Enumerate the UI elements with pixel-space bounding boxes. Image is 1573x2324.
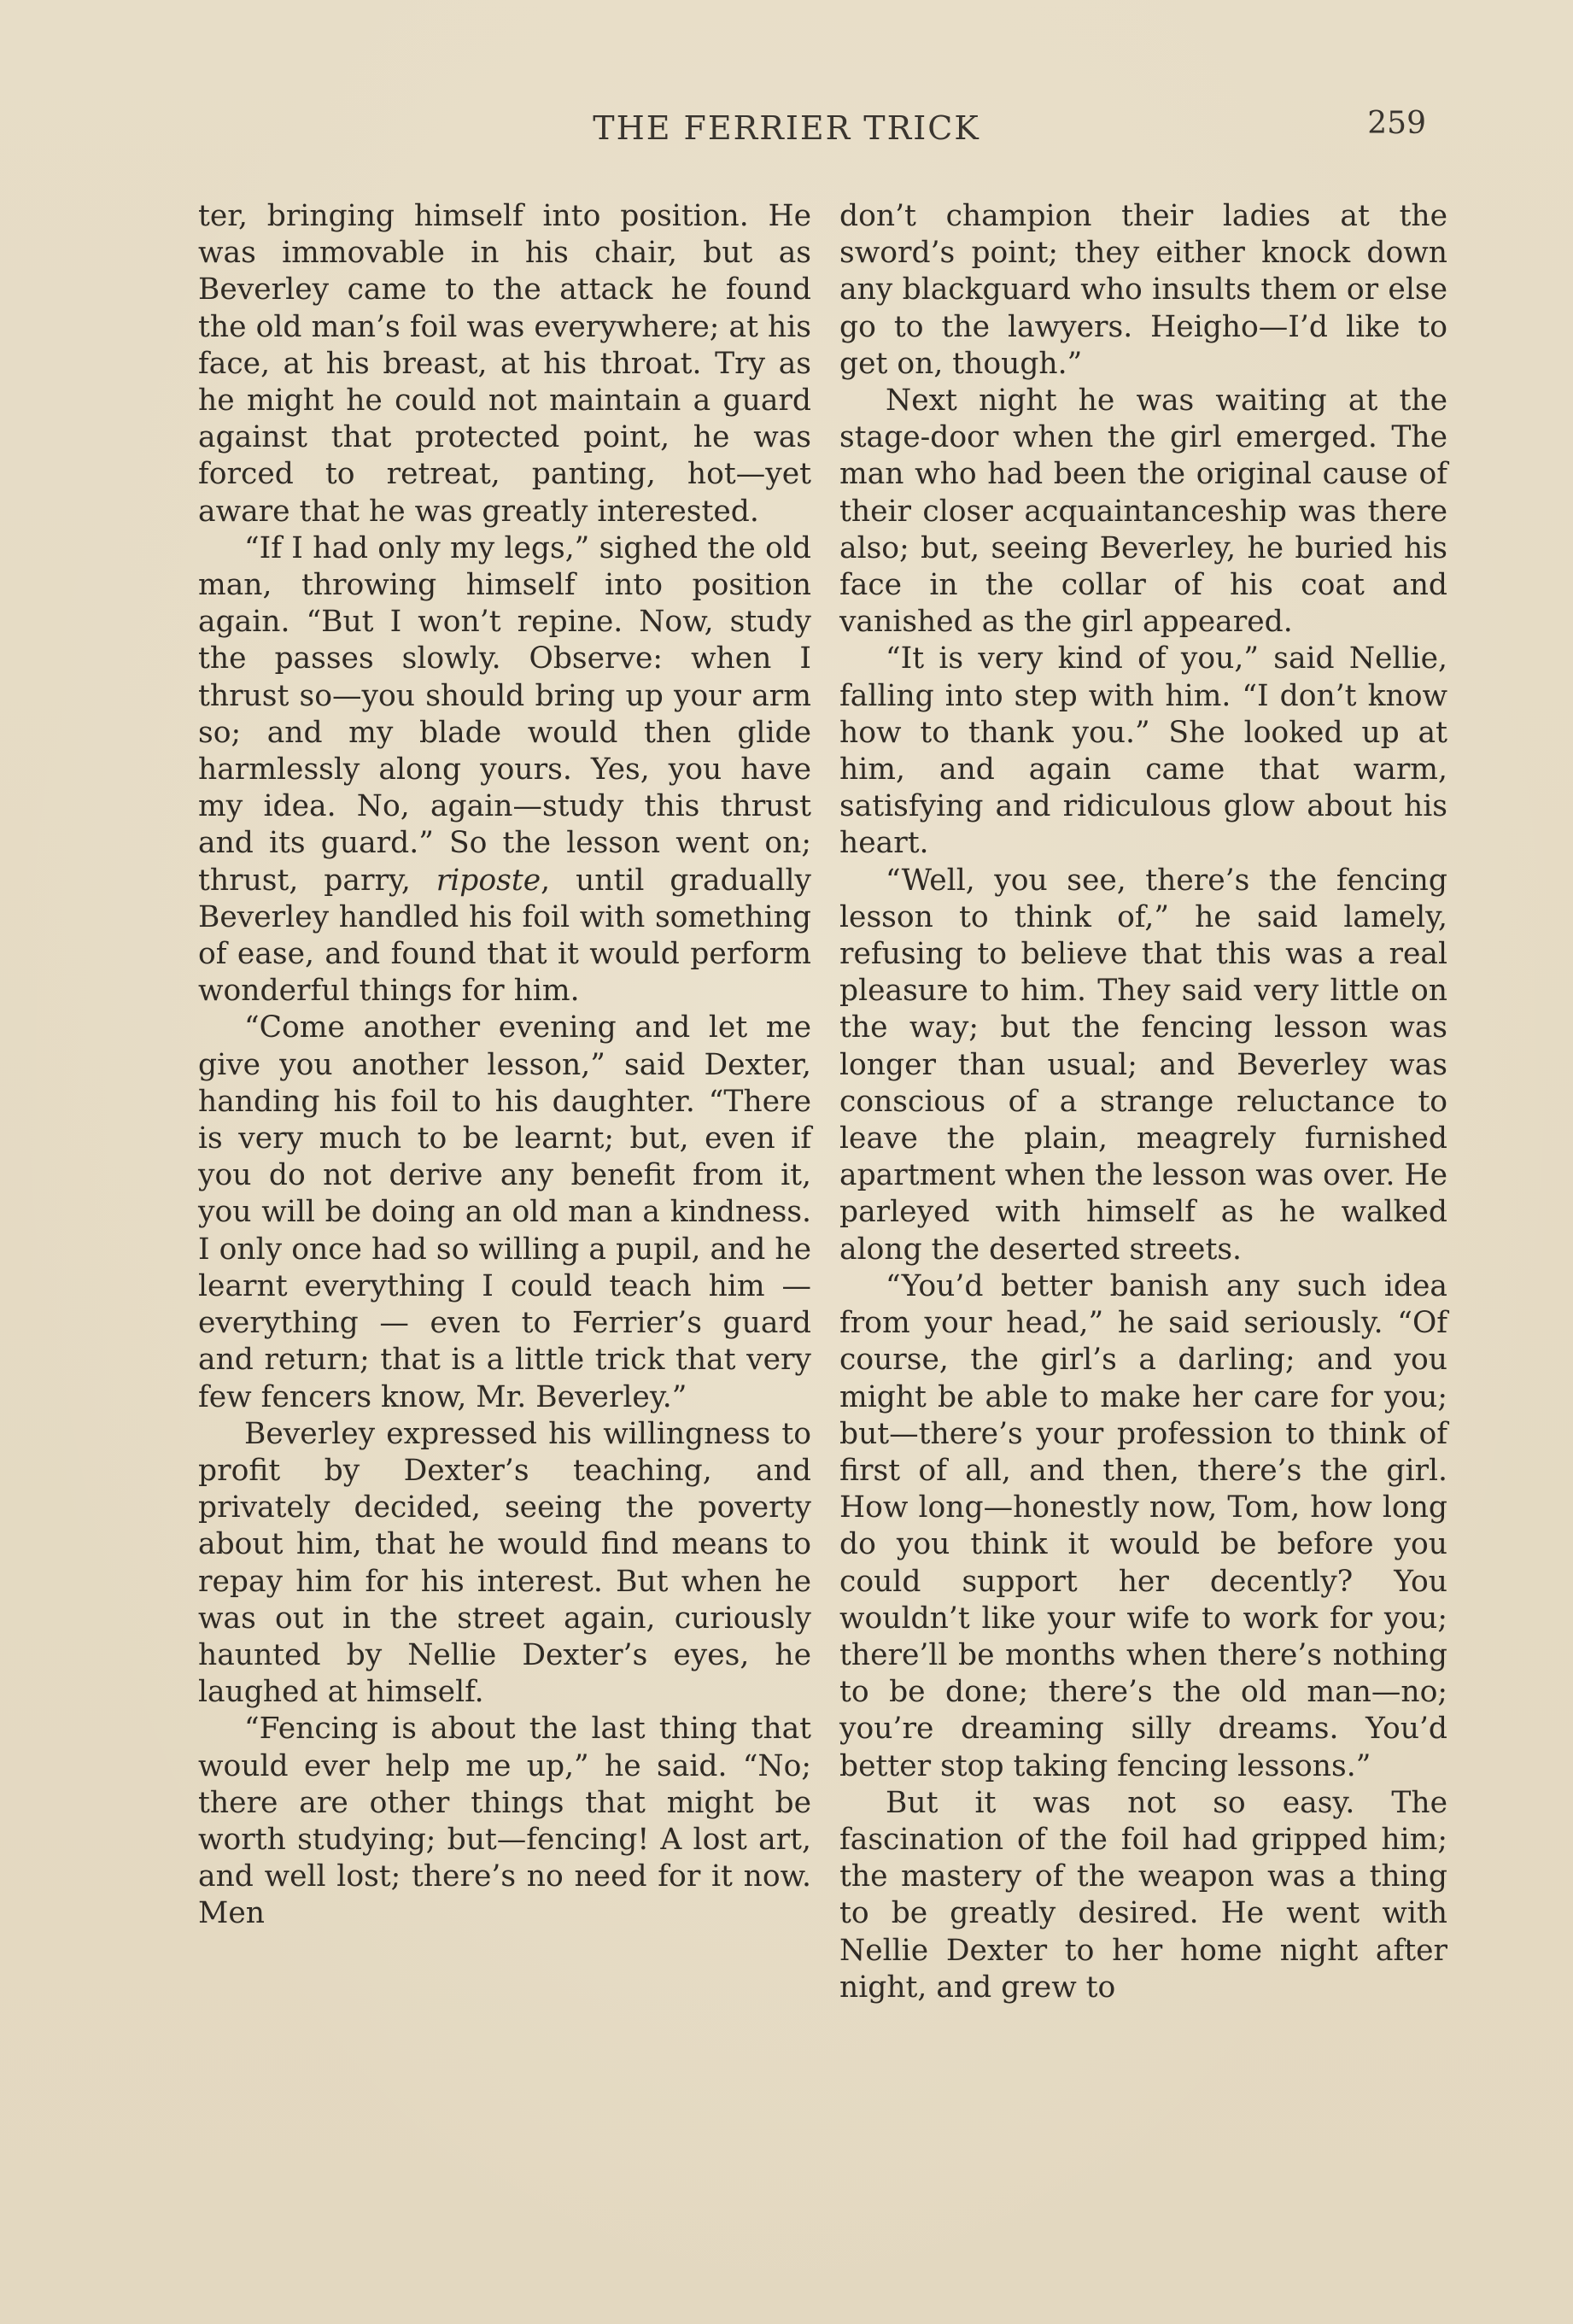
paragraph-text: , until gradually Beverley handled his foil with something of ease, and found that it would perform wonderful things for him.: [198, 863, 811, 1009]
paragraph: “Fencing is about the last thing that would ever help me up,” he said. “No; there are other things that might be worth studying; but—fencing! A lost art, and well lost; there’s no need for it now. Men: [198, 1712, 811, 1931]
left-column: [198, 198, 811, 1933]
paragraph: “You’d better banish any such idea from your head,” he said seriously. “Of course, the girl’s a darling; and you might be able to make her care for you; but—there’s your profession to think of first of all, and then, there’s the girl. How long—honestly now, Tom, how long do you think it would be before you could support her decently? You wouldn’t like your wife to work for you; there’ll be months when there’s nothing to be done; there’s the old man—no; you’re dreaming silly dreams. You’d better stop taking fencing lessons.”: [839, 1268, 1447, 1783]
running-title: THE FERRIER TRICK: [593, 109, 980, 147]
paragraph: But it was not so easy. The fascination of the foil had gripped him; the mastery of the weapon was a thing to be greatly desired. He went with Nellie Dexter to her home night after night, and grew to: [839, 1785, 1447, 2005]
paragraph: “Come another evening and let me give you another lesson,” said Dexter, handing his foil to his daughter. “There is very much to be learnt; but, even if you do not derive any benefit from it, you will be doing an old man a kindness. I only once had so willing a pupil, and he learnt everything I could teach him —everything — even to Ferrier’s guard and return; that is a little trick that very few fencers know, Mr. Beverley.”: [198, 1010, 811, 1414]
paragraph: “It is very kind of you,” said Nellie, falling into step with him. “I don’t know how to thank you.” She looked up at him, and again came that warm, satisfying and ridiculous glow about his heart.: [839, 641, 1447, 861]
paragraph-text: “If I had only my legs,” sighed the old man, throwing himself into position again. “But I won’t repine. Now, study the passes slowly. Observe: when I thrust so—you should bring up your arm so; and my blade would then glide harmlessly along yours. Yes, you have my idea. No, again—study this thrust and its guard.” So the lesson went on; thrust, parry,: [198, 530, 811, 898]
paragraph: Next night he was waiting at the stage-door when the girl emerged. The man who had been the original cause of their closer acquaintanceship was there also; but, seeing Beverley, he buried his face in the collar of his coat and vanished as the girl appeared.: [839, 383, 1447, 640]
page-number: 259: [1367, 106, 1426, 141]
paragraph: don’t champion their ladies at the sword’s point; they either knock down any blackguard who insults them or else go to the lawyers. Heigho—I’d like to get on, though.”: [839, 199, 1447, 381]
paragraph: [198, 530, 811, 1010]
paragraph: Beverley expressed his willingness to profit by Dexter’s teaching, and privately decided, seeing the poverty about him, that he would find means to repay him for his interest. But when he was out in the street again, curiously haunted by Nellie Dexter’s eyes, he laughed at himself.: [198, 1416, 811, 1710]
paragraph: “Well, you see, there’s the fencing lesson to think of,” he said lamely, refusing to believe that this was a real pleasure to him. They said very little on the way; but the fencing lesson was longer than usual; and Beverley was conscious of a strange reluctance to leave the plain, meagrely furnished apartment when the lesson was over. He parleyed with himself as he walked along the deserted streets.: [839, 863, 1447, 1267]
italic-term: riposte: [436, 863, 541, 898]
right-column: [839, 198, 1447, 2006]
paragraph: ter, bringing himself into position. He was immovable in his chair, but as Beverley came to the attack he found the old man’s foil was everywhere; at his face, at his breast, at his throat. Try as he might he could not maintain a guard against that protected point, he was forced to retreat, panting, hot—yet aware that he was greatly interested.: [198, 199, 811, 529]
page-header: [0, 106, 1573, 161]
